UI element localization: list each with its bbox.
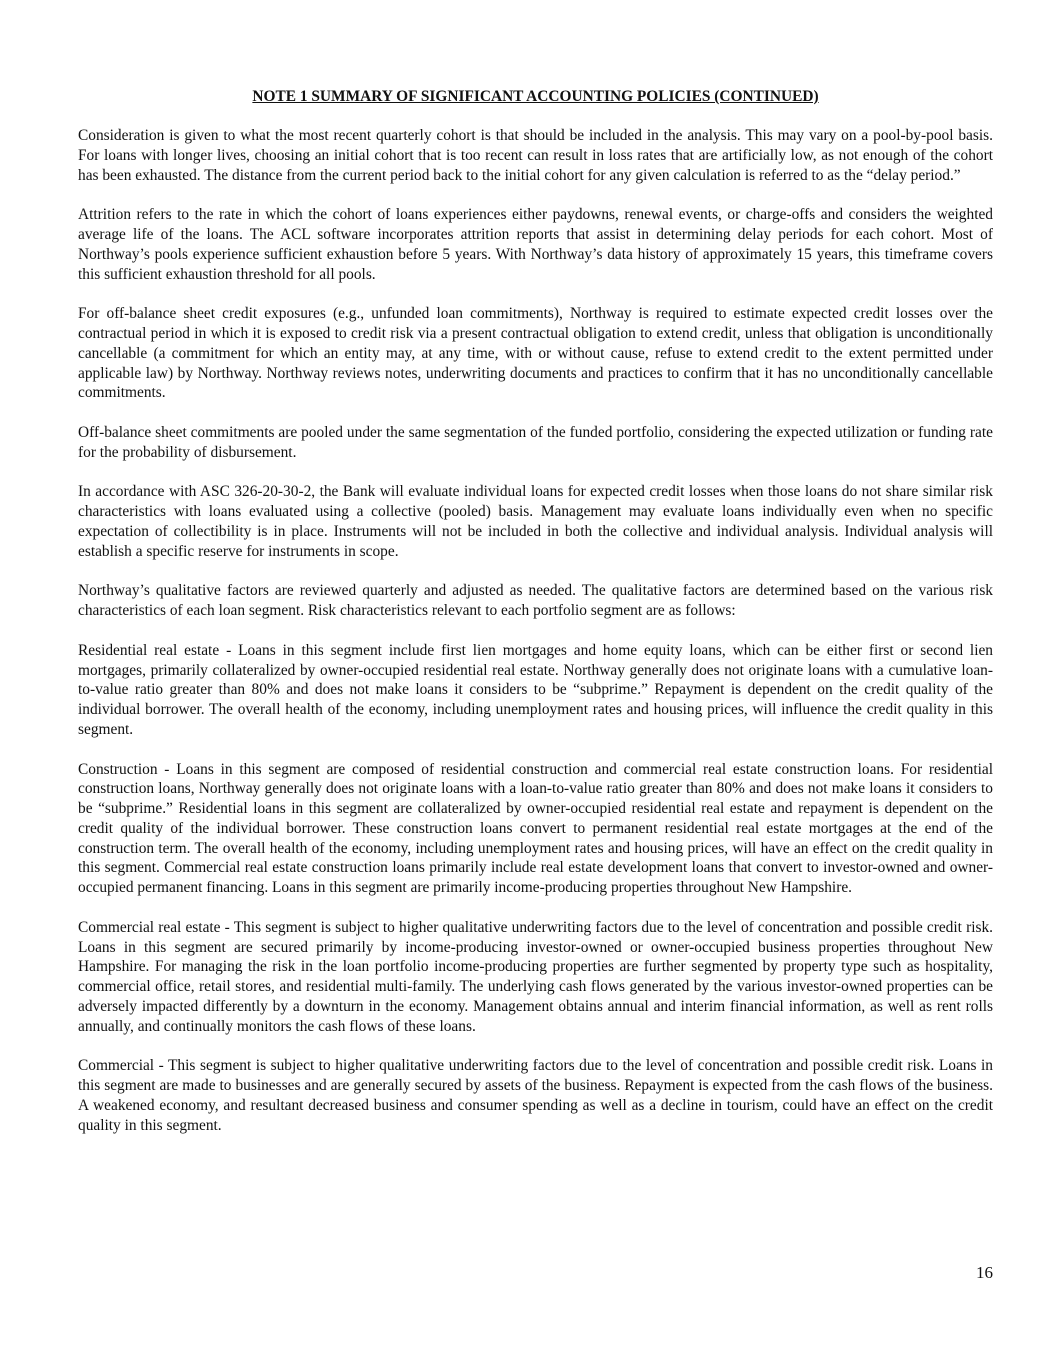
paragraph-off-balance-exposures: For off-balance sheet credit exposures (e.g., unfunded loan commitments), Northway is required to estimate expected credit losses over the contractual period in which it is exposed to credit risk via a present contractual obligation to extend credit, unless that obligation is unconditionally cancellable (a commitment for which an entity may, at any time, with or without cause, refuse to extend credit to the extent permitted under applicable law) by Northway. Northway reviews notes, underwriting documents and practices to confirm that it has no unconditionally cancellable commitments.	[78, 305, 993, 402]
section-heading: NOTE 1 SUMMARY OF SIGNIFICANT ACCOUNTING POLICIES (CONTINUED)	[252, 88, 819, 105]
paragraph-residential-real-estate: Residential real estate - Loans in this segment include first lien mortgages and home equity loans, which can be either first or second lien mortgages, primarily collateralized by owner-occupied residential real estate. Northway generally does not originate loans with a cumulative loan-to-value ratio greater than 80% and does not make loans it considers to be “subprime.” Repayment is dependent on the credit quality of the individual borrower. The overall health of the economy, including unemployment rates and housing prices, will influence the credit quality in this segment.	[78, 641, 993, 738]
paragraph-qualitative-factors: Northway’s qualitative factors are reviewed quarterly and adjusted as needed. The qualitative factors are determined based on the various risk characteristics of each loan segment. Risk characteristics relevant to each portfolio segment are as follows:	[78, 582, 993, 620]
paragraph-off-balance-commitments: Off-balance sheet commitments are pooled under the same segmentation of the funded portfolio, considering the expected utilization or funding rate for the probability of disbursement.	[78, 423, 993, 461]
page-number: 16	[976, 1263, 993, 1282]
paragraph-delay-period: Consideration is given to what the most recent quarterly cohort is that should be included in the analysis. This may vary on a pool-by-pool basis. For loans with longer lives, choosing an initial cohort that is too recent can result in loss rates that are artificially low, as not enough of the cohort has been exhausted. The distance from the current period back to the initial cohort for any given calculation is referred to as the “delay period.”	[78, 127, 993, 184]
paragraph-commercial-real-estate: Commercial real estate - This segment is subject to higher qualitative underwriting factors due to the level of concentration and possible credit risk. Loans in this segment are secured primarily by income-producing investor-owned or owner-occupied business properties throughout New Hampshire. For managing the risk in the loan portfolio income-producing properties are further segmented by property type such as hospitality, commercial office, retail stores, and residential multi-family. The underlying cash flows generated by the various investor-owned properties can be adversely impacted differently by a downturn in the economy. Management obtains annual and interim financial information, as well as rent rolls annually, and continually monitors the cash flows of these loans.	[78, 918, 993, 1035]
paragraph-construction: Construction - Loans in this segment are composed of residential construction and commercial real estate construction loans. For residential construction loans, Northway generally does not originate loans with a loan-to-value ratio greater than 80% and does not make loans it considers to be “subprime.” Residential loans in this segment are collateralized by owner-occupied residential real estate and repayment is dependent on the credit quality of the individual borrower. These construction loans convert to permanent residential real estate mortgages at the end of the construction term. The overall health of the economy, including unemployment rates and housing prices, will have an effect on the credit quality in this segment. Commercial real estate construction loans primarily include real estate development loans that convert to investor-owned and owner-occupied permanent financing. Loans in this segment are primarily income-producing properties throughout New Hampshire.	[78, 760, 993, 897]
paragraph-individual-evaluation: In accordance with ASC 326-20-30-2, the Bank will evaluate individual loans for expected credit losses when those loans do not share similar risk characteristics with loans evaluated using a collective (pooled) basis. Management may evaluate loans individually even when no specific expectation of collectibility is in place. Instruments will not be included in both the collective and individual analysis. Individual analysis will establish a specific reserve for instruments in scope.	[78, 483, 993, 560]
paragraph-attrition: Attrition refers to the rate in which the cohort of loans experiences either paydowns, renewal events, or charge-offs and considers the weighted average life of the loans. The ACL software incorporates attrition reports that assist in determining delay periods for each cohort. Most of Northway’s pools experience sufficient exhaustion before 5 years. With Northway’s data history of approximately 15 years, this timeframe covers this sufficient exhaustion threshold for all pools.	[78, 206, 993, 283]
paragraph-commercial: Commercial - This segment is subject to higher qualitative underwriting factors due to the level of concentration and possible credit risk. Loans in this segment are made to businesses and are generally secured by assets of the business. Repayment is expected from the cash flows of the business. A weakened economy, and resultant decreased business and consumer spending as well as a decline in tourism, could have an effect on the credit quality in this segment.	[78, 1057, 993, 1134]
document-body	[78, 87, 993, 1155]
